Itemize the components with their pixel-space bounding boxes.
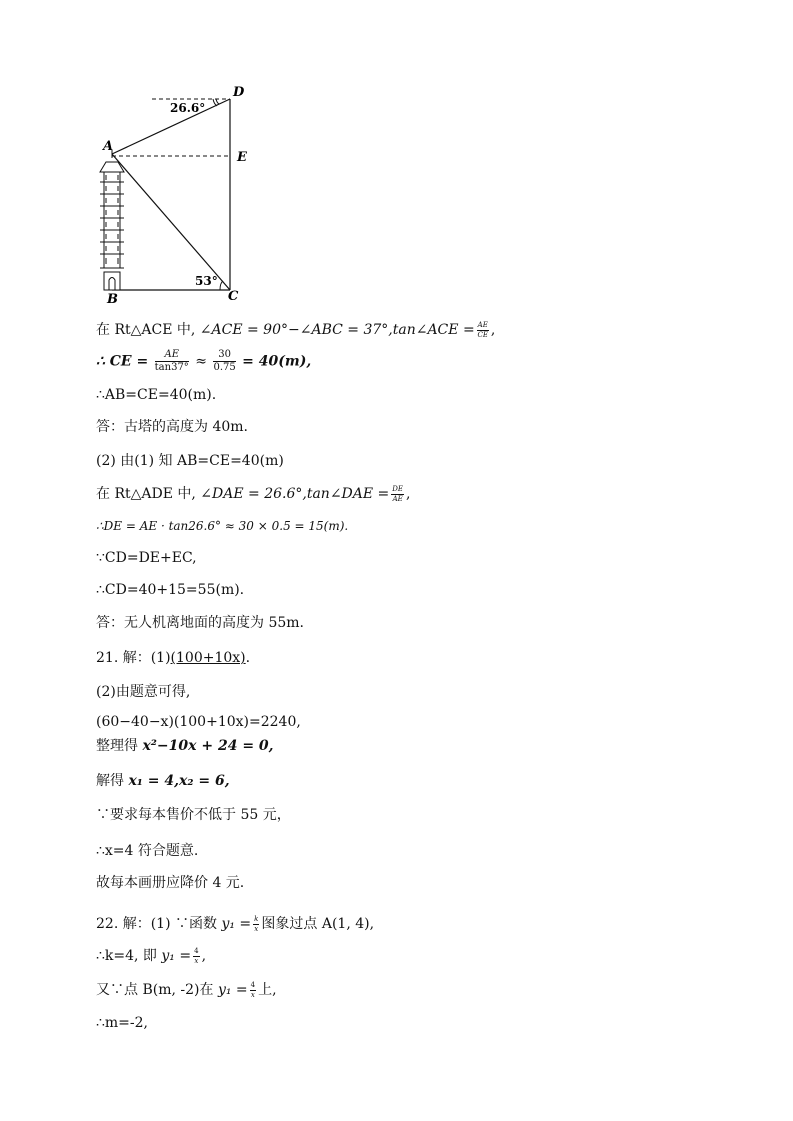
- fraction: $\frac{4}{x}$: [250, 980, 256, 999]
- line-21: 又∵点 B(m, -2)在 y₁ = $\frac{4}{x}$ 上,: [96, 980, 277, 999]
- fraction: $\frac{AE}{\tan 37^\circ}$: [154, 349, 189, 373]
- line-4: 答：古塔的高度为 40m.: [96, 419, 248, 435]
- line-22: ∴m=-2,: [96, 1015, 149, 1031]
- text: 在 Rt△ACE 中,: [96, 322, 196, 338]
- math: ∠DAE = 26.6°,tan∠DAE =: [200, 486, 390, 502]
- line-6: 在 Rt△ADE 中, ∠DAE = 26.6°,tan∠DAE = $\frac{DE}{AE}$ ,: [96, 484, 411, 503]
- math: y₁ =: [161, 948, 192, 964]
- angle-label-bottom: 53°: [195, 274, 218, 288]
- fraction: $\frac{AE}{CE}$: [477, 320, 488, 339]
- line-14: [96, 736, 274, 756]
- line-18: 故每本画册应降价 4 元.: [96, 875, 245, 891]
- math: ∴ CE =: [96, 353, 149, 370]
- angle-arc-D: [216, 99, 219, 104]
- label-C: C: [228, 289, 239, 304]
- math: y₁ =: [221, 916, 252, 932]
- line-15: [96, 771, 230, 791]
- text: 解得: [96, 773, 124, 789]
- line-13: (60−40−x)(100+10x)=2240,: [96, 714, 301, 730]
- label-D: D: [233, 85, 245, 100]
- text: 在 Rt△ADE 中,: [96, 486, 196, 502]
- line-1: 在 Rt△ACE 中, ∠ACE = 90°−∠ABC = 37°,tan∠ACE = $\frac{AE}{CE}$ ,: [96, 320, 496, 339]
- line-8: ∵CD=DE+EC,: [96, 550, 197, 566]
- line-3: ∴AB=CE=40(m).: [96, 387, 217, 403]
- label-B: B: [107, 292, 118, 307]
- fraction: $\frac{30}{0.75}$: [213, 349, 236, 373]
- fraction: $\frac{k}{x}$: [254, 914, 259, 933]
- text: 21. 解：(1): [96, 650, 171, 666]
- text: 又∵点 B(m, -2)在: [96, 982, 214, 998]
- math: x₁ = 4,x₂ = 6,: [128, 773, 230, 789]
- line-2: [96, 350, 311, 373]
- math: = 40(m),: [242, 353, 312, 370]
- line-17: ∴x=4 符合题意.: [96, 843, 199, 859]
- line-20: ∴k=4, 即 y₁ = $\frac{4}{x}$ ,: [96, 946, 207, 965]
- line-10: 答：无人机离地面的高度为 55m.: [96, 615, 304, 631]
- pagoda-drawing: [100, 150, 124, 290]
- math: x²−10x + 24 = 0,: [142, 738, 274, 754]
- math: ∠ACE = 90°−∠ABC = 37°,tan∠ACE =: [199, 322, 475, 338]
- angle-label-top: 26.6°: [170, 101, 206, 115]
- line-12: (2)由题意可得,: [96, 684, 191, 700]
- label-A: A: [103, 139, 114, 154]
- text: 整理得: [96, 738, 138, 754]
- math: y₁ =: [217, 982, 248, 998]
- approx: ≈: [195, 353, 207, 370]
- text: 22. 解：(1) ∵函数: [96, 916, 217, 932]
- fraction: $\frac{4}{x}$: [194, 946, 199, 965]
- line-11: 21. 解：(1)(100+10x).: [96, 650, 251, 666]
- text: ∴k=4, 即: [96, 948, 157, 964]
- angle-arc-C: [220, 281, 223, 290]
- line-16: ∵要求每本售价不低于 55 元，: [96, 807, 291, 823]
- line-5: (2) 由(1) 知 AB=CE=40(m): [96, 453, 284, 469]
- line-7: ∴DE = AE · tan26.6° ≈ 30 × 0.5 = 15(m).: [96, 519, 349, 533]
- answer: (100+10x): [170, 650, 246, 666]
- geometry-figure: [0, 0, 793, 310]
- line-9: ∴CD=40+15=55(m).: [96, 582, 245, 598]
- label-E: E: [237, 150, 247, 165]
- fraction: $\frac{DE}{AE}$: [392, 484, 404, 503]
- line-AC: [112, 154, 230, 290]
- line-19: 22. 解：(1) ∵函数 y₁ = $\frac{k}{x}$ 图象过点 A(1, 4),: [96, 914, 375, 933]
